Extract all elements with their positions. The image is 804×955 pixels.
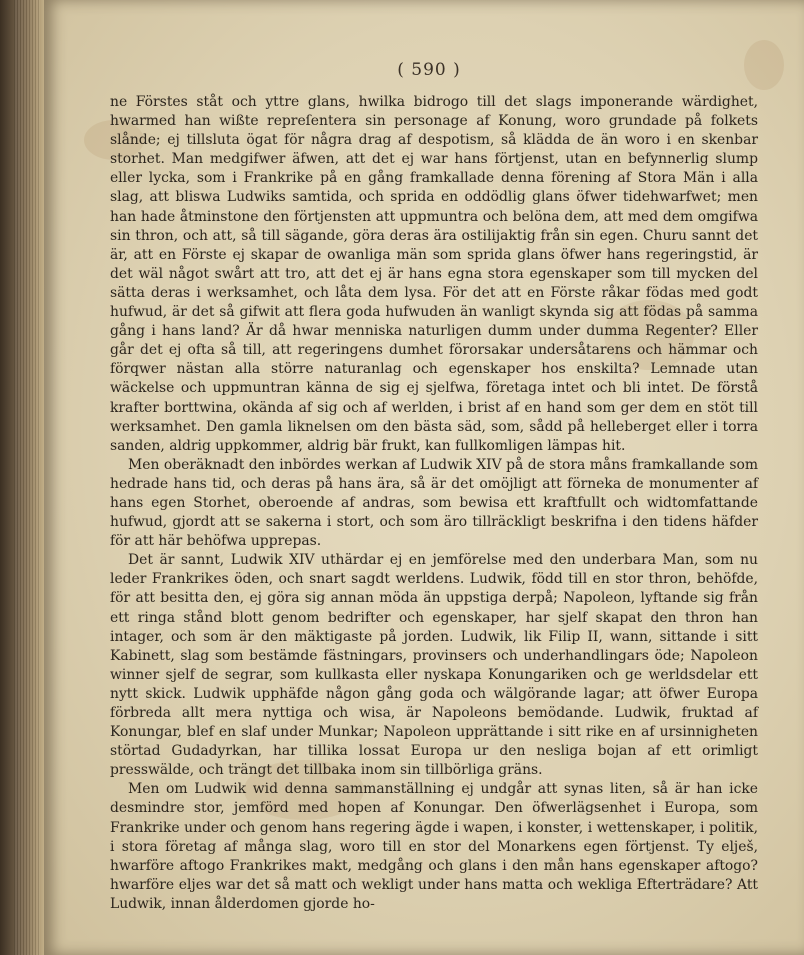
paper-stain (744, 40, 784, 90)
page-number: ( 590 ) (397, 60, 461, 80)
body-text (110, 93, 758, 914)
paragraph: Men oberäknadt den inbördes werkan af Ludwik XIV på de stora måns framkallande som hedrade hans tid, och deras på hans ära, så är det omöjligt att förneka de monumenter af hans egen Storhet, oberoende af andras, som bewisa ett kraftfullt och widtomfattande hufwud, gjordt att se sakerna i stort, och som äro tillräckligt beskrifna i den tidens häfder för att här behöfwa upprepas. (110, 456, 758, 550)
book-page (44, 0, 804, 955)
page-edges (14, 0, 40, 955)
book-spine-gutter (0, 0, 46, 955)
paragraph: Det är sannt, Ludwik XIV uthärdar ej en jemförelse med den underbara Man, som nu leder Frankrikes öden, och snart sagdt werldens. Ludwik, född till en stor thron, behöfde, för att besitta den, ej göra sig annan möda än uppstiga derpå; Napoleon, lyftande sig från ett ringa stånd blott genom bedrifter och egenskaper, har sjelf skapat den thron han intager, och som är den mäktigaste på jorden. Ludwik, lik Filip II, wann, sittande i sitt Kabinett, slag som bestämde fästningars, provinsers och underhandlingars öde; Napoleon winner sjelf de segrar, som kullkasta eller nyskapa Konungariken och ge werldsdelar ett nytt skick. Ludwik upphäfde någon gång goda och wälgörande lagar; att öfwer Europa förbreda allt mera nyttiga och wisa, är Napoleons bemödande. Ludwik, fruktad af Konungar, blef en slaf under Munkar; Napoleon upprättande i sitt rike en af ursinnigheten störtad Gudadyrkan, har tillika lossat Europa ur den nesliga bojan af ett orimligt presswälde, och trängt det tillbaka inom sin tillbörliga gräns. (110, 552, 758, 779)
paragraph: Men om Ludwik wid denna sammanställning ej undgår att synas liten, så är han icke desmindre stor, jemförd med hopen af Konungar. Den öfwerlägsenhet i Europa, som Frankrike under och genom hans regering ägde i wapen, i konster, i wettenskaper, i politik, i stora företag af många slag, woro till en stor del Monarkens egen förtjenst. Ty elješ, hwarföre aftogo Frankrikes makt, medgång och glans i den mån hans egenskaper aftogo? hwarföre eljes war det så matt och wekligt under hans matta och wekliga Efterträdare? Att Ludwik, innan ålderdomen gjorde ho- (110, 781, 758, 912)
paragraph: ne Förstes ståt och yttre glans, hwilka bidrogo till det slags imponerande wärdighet, hwarmed han wißte repreſentera sin personage af Konung, woro grundade på folkets slånde; ej tillsluta ögat för några drag af despotism, så klädda de än woro i en skenbar storhet. Man medgifwer äfwen, att det ej war hans förtjenst, utan en befynnerlig slump eller lycka, som i Frankrike på en gång framkallade denna förening af Stora Män i alla slag, att bliswa Ludwiks samtida, och sprida en oddödlig glans öfwer tidehwarfwet; men han hade åtminstone den förtjensten att uppmuntra och belöna dem, att med dem omgifwa sin thron, och att, så till sägande, göra deras ära ostilijaktig från sin egen. Churu sannt det är, att en Förste ej skapar de owanliga män som sprida glans öfwer hans regeringstid, är det wäl något swårt att tro, att det ej är hans egna stora egenskaper som till mycken del sätta deras i werksamhet, och låta dem lysa. För det att en Förste råkar födas med godt hufwud, är det så gifwit att flera goda hufwuden än wanligt skynda sig att födas på samma gång i hans land? Är då hwar menniska naturligen dumm under dumma Regenter? Eller går det ej ofta så till, att regeringens dumhet förorsakar undersåtarens och hämmar och förqwer nästan alla större naturanlag och egenskaper hos enskilta? Lemnade utan wäckelse och uppmuntran känna de sig ej sjelfwa, företaga intet och bli intet. De förstå krafter borttwina, okända af sig och af werlden, i brist af en hand som ger dem en stöt till werksamhet. Den gamla liknelsen om den bästa säd, som, sådd på helleberget eller i torra sanden, aldrig uppkommer, aldrig bär frukt, kan fullkomligen lämpas hit. (110, 94, 758, 454)
